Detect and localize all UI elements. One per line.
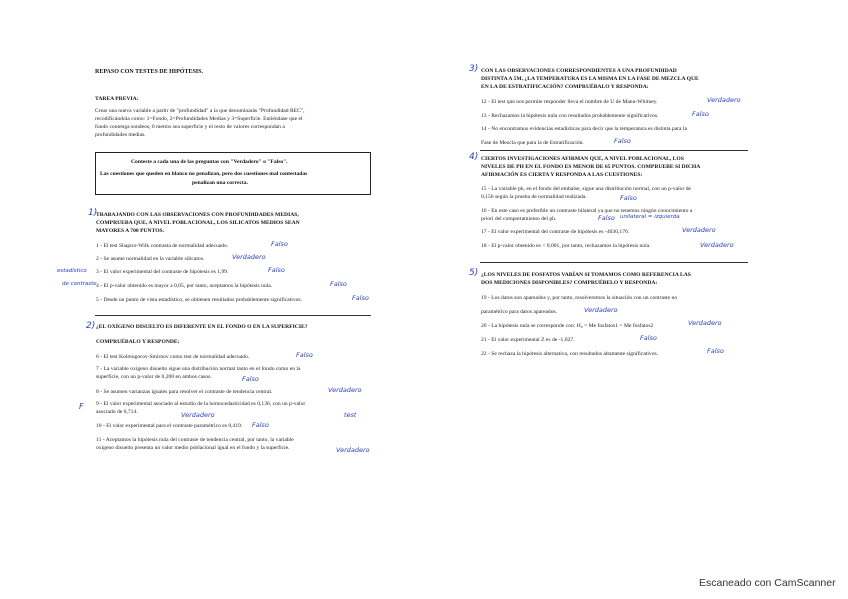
handwritten-answer: test — [344, 411, 357, 419]
margin-note: F — [79, 402, 84, 411]
statement: 13 - Rechazamos la hipótesis nula con resultados probablemente significativos. — [481, 113, 659, 119]
statement: 9 - El valor experimental asociado al estudio de la homocedasticidad es 0,136, con un p-valor — [96, 401, 306, 407]
handwritten-answer: Verdadero — [232, 253, 266, 261]
handwritten-answer: Falso — [614, 137, 631, 145]
handwritten-answer: Verdadero — [682, 226, 716, 234]
statement: superficie, con un p-valor de 0,200 en ambos casos. — [96, 374, 212, 380]
handwritten-answer: Verdadero — [688, 319, 722, 327]
handwritten-answer: Verdadero — [707, 96, 741, 104]
statement: 4 - El p-valor obtenido es mayor a 0,05, por tanto, aceptamos la hipótesis nula. — [96, 283, 273, 289]
question-heading: COMPRUÉBALO Y RESPONDE: — [96, 339, 180, 345]
statement: 12 - El test que nos permite responder lleva el nombre de U de Mann-Whitney. — [481, 99, 658, 105]
handwritten-answer: Falso — [620, 194, 637, 202]
handwritten-answer: Falso — [352, 294, 369, 302]
handwritten-answer: Falso — [640, 334, 657, 342]
scanner-watermark: Escaneado con CamScanner — [699, 577, 836, 589]
question-heading: EN LA DE ESTRATIFICACIÓN? COMPRUÉBALO Y RESPONDA: — [481, 84, 649, 90]
statement: 8 - Se asumen varianzas iguales para resolver el contraste de tendencia central. — [96, 389, 273, 395]
statement: 11 - Aceptamos la hipótesis nula del contraste de tendencia central, por tanto, la variable — [96, 437, 294, 443]
handwritten-answer: Verdadero — [336, 446, 370, 454]
instructions-line: penalizan una correcta. — [192, 180, 248, 186]
statement: 0,156 según la prueba de normalidad realizada. — [481, 194, 587, 200]
question-heading: COMPRUEBA QUE, A NIVEL POBLACIONAL, LOS SILICATOS MEDIOS SEAN — [96, 220, 300, 226]
margin-note: estadístico — [57, 268, 87, 274]
section-divider — [480, 150, 748, 151]
handwritten-answer: Falso — [330, 280, 347, 288]
statement: oxígeno disuelto presenta un valor medio poblacional igual en el fondo y la superficie. — [96, 445, 290, 451]
document-title: REPASO CON TESTES DE HIPÓTESIS. — [95, 69, 203, 75]
handwritten-answer: Falso — [296, 351, 313, 359]
statement: priori del comportamiento del ph. — [481, 216, 557, 222]
question-number: 3) — [469, 64, 479, 74]
statement: 10 - El valor experimental para el contraste paramétrico es 0,419. — [96, 423, 243, 429]
handwritten-answer: Verdadero — [181, 411, 215, 419]
statement: 21 - El valor experimental Z es de -1,627. — [481, 337, 575, 343]
question-heading: CON LAS OBSERVACIONES CORRESPONDIENTES A UNA PROFUNDIDAD — [481, 68, 677, 74]
question-heading: ¿LOS NIVELES DE FOSFATOS VARÍAN SI TOMAMOS COMO REFERENCIA LAS — [481, 272, 691, 278]
handwritten-note: unilateral = izquierda — [620, 214, 680, 220]
statement: 7 - La variable oxígeno disuelto sigue una distribución normal tanto en el fondo como en la — [96, 366, 301, 372]
question-number: 2) — [86, 321, 96, 331]
margin-note: de contraste — [62, 281, 97, 287]
statement: 1 - El test Shapiro-Wilk contrasta de normalidad adecuado. — [96, 243, 229, 249]
statement: 19 - Los datos son apareados y, por tanto, resolveremos la situación con un contraste no — [481, 295, 678, 301]
handwritten-answer: Falso — [252, 421, 269, 429]
instructions-line: Conteste a cada una de las preguntas con "Verdadero" o "Falso". — [131, 159, 288, 165]
statement: 18 - El p-valor obtenido es < 0,001, por tanto, rechazamos la hipótesis nula. — [481, 243, 651, 249]
question-number: 1) — [88, 208, 98, 218]
handwritten-answer: Falso — [268, 266, 285, 274]
question-number: 5) — [469, 268, 479, 278]
section-divider — [480, 262, 748, 263]
question-heading: DOS MEDICIONES DISPONIBLES? COMPRUÉBELO Y RESPONDA: — [481, 280, 658, 286]
statement: 22 - Se rechaza la hipótesis alternativa, con resultados altamente significativos. — [481, 351, 659, 357]
question-heading: CIERTOS INVESTIGACIONES AFIRMAN QUE, A NIVEL POBLACIONAL, LOS — [481, 156, 684, 162]
question-number: 4) — [469, 152, 479, 162]
statement: 6 - El test Kolmogorov-Smirnov como test de normalidad adecuado. — [96, 354, 250, 360]
section-divider — [95, 315, 371, 316]
statement: 5 - Desde un punto de vista estadístico, se obtienen resultados probablemente significativos. — [96, 297, 302, 303]
task-line: recodificándola como: 1=Fondo, 2=Profundidades Medias y 3=Superficie. Entiéndase que el — [95, 116, 303, 122]
task-line: fondo contenga sondeos, 0 metros sea superficie y el resto de valores correspondan a — [95, 124, 285, 130]
task-line: Crear una nueva variable a partir de "profundidad" a la que denominarás "Profundidad REC", — [95, 108, 305, 114]
handwritten-answer: Falso — [707, 347, 724, 355]
question-heading: MAYORES A 700 PUNTOS. — [96, 228, 165, 234]
statement: 15 - La variable ph, en el fondo del embalse, sigue una distribución normal, con un p-valor de — [481, 186, 692, 192]
question-heading: ¿EL OXÍGENO DISUELTO ES DIFERENTE EN EL FONDO O EN LA SUPERFICIE? — [96, 324, 308, 330]
handwritten-answer: Falso — [692, 110, 709, 118]
task-line: profundidades medias. — [95, 132, 146, 138]
handwritten-answer: Falso — [242, 375, 259, 383]
task-heading: TAREA PREVIA: — [95, 96, 139, 102]
handwritten-answer: Verdadero — [328, 386, 362, 394]
question-heading: TRABAJANDO CON LAS OBSERVACIONES CON PROFUNDIDADES MEDIAS, — [96, 212, 299, 218]
statement: Fase de Mezcla que para la de Estratificación. — [481, 140, 584, 146]
handwritten-answer: Falso — [271, 240, 288, 248]
statement: 14 - No encontramos evidencias estadísticas para decir que la temperatura es distinta para la — [481, 126, 687, 132]
question-heading: DISTINTA A 5M, ¿LA TEMPERATURA ES LA MISMA EN LA FASE DE MEZCLA QUE — [481, 76, 699, 82]
question-heading: AFIRMACIÓN ES CIERTA Y RESPONDA A LAS CUESTIONES: — [481, 172, 643, 178]
statement: 3 - El valor experimental del contraste de hipótesis es 1,99. — [96, 269, 229, 275]
statement: 16 - En este caso es preferible un contraste bilateral ya que no tenemos ningún conocimiento a — [481, 208, 693, 214]
statement: 2 - Se asume normalidad en la variable silicatos. — [96, 256, 205, 262]
question-heading: NIVELES DE PH EN EL FONDO ES MENOR DE 65 PUNTOS. COMPRUEBE SI DICHA — [481, 164, 701, 170]
statement: 17 - El valor experimental del contraste de hipótesis es -4030,176. — [481, 229, 630, 235]
statement: asociado de 0,714. — [96, 409, 138, 415]
handwritten-answer: Verdadero — [700, 241, 734, 249]
statement: 20 - La hipótesis nula se corresponde con: H₀ = Me fosfatos1 = Me fosfatos2 — [481, 323, 654, 329]
instructions-line: Las cuestiones que queden en blanco no penalizan, pero dos cuestiones mal contestadas — [100, 171, 308, 177]
statement: paramétrico para datos apareados. — [481, 309, 558, 315]
handwritten-answer: Falso — [598, 214, 615, 222]
handwritten-answer: Verdadero — [584, 306, 618, 314]
